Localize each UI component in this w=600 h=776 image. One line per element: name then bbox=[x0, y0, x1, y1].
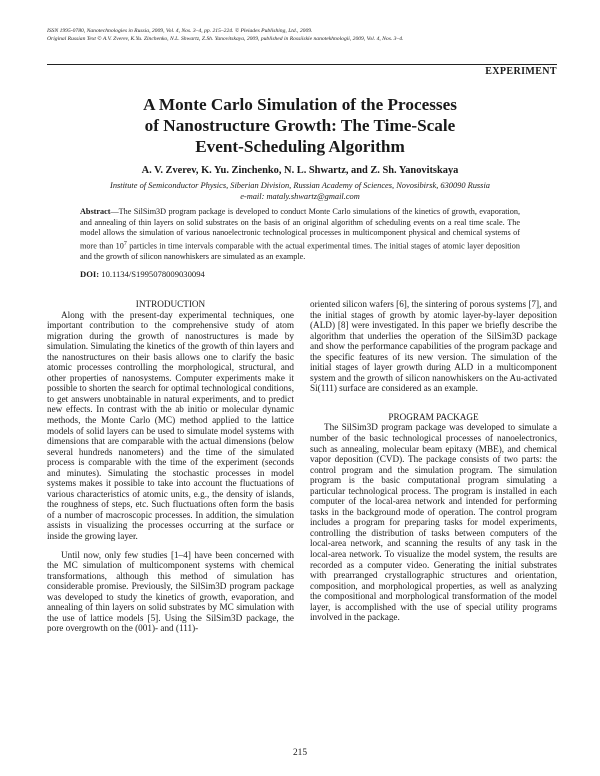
author-email[interactable]: e-mail: mataly.shwartz@gmail.com bbox=[240, 192, 360, 201]
abstract-text-end: particles in time intervals comparable with the actual experimental times. The initial stages of atomic layer deposition and the growth of silicon nanowhiskers are simulated as an example. bbox=[80, 241, 520, 262]
paper-title bbox=[40, 94, 560, 157]
doi-value[interactable]: 10.1134/S1995078009030094 bbox=[101, 269, 205, 279]
journal-header-line-1: ISSN 1995-0780, Nanotechnologies in Russia, 2009, Vol. 4, Nos. 3–4, pp. 215–224. © Pleiades Publishing, Ltd., 2009. bbox=[47, 28, 313, 34]
intro-paragraph-1: Along with the present-day experimental techniques, one important contribution to the comprehensive study of atom migration during the growth of nanostructures is made by simulation. Simulating the kinetics of the growth of thin layers and the nanostructures on their basis allows one to clarify the basic atomic processes controlling the morphological, structural, and other properties of nanosystems. Computer experiments make it possible to shorten the search for optimal technological conditions, to get answers unobtainable in natural experiments, and to predict new effects. In contrast with the ab initio or molecular dynamic methods, the Monte Carlo (MC) method applied to the lattice models of solid layers can be used to simulate model systems with dimensions that are comparable with the actual dimensions (below several hundreds nanometers) and the time of the simulated process is comparable with the time of the experiment (seconds and minutes). Simulating the stochastic processes in model systems makes it possible to take into account the fluctuations of various characteristics of atomic units, e.g., the density of islands, the roughness of steps, etc. Such fluctuations often form the basis of a number of macroscopic processes. In addition, the simulation assists in visualizing the processes occurring at the surface or inside the growing layer. bbox=[47, 309, 294, 542]
journal-header bbox=[47, 27, 567, 43]
section-label: EXPERIMENT bbox=[485, 66, 557, 77]
affiliation bbox=[40, 180, 560, 202]
section-rule bbox=[47, 64, 557, 65]
abstract-text-start: —The SilSim3D program package is developed to conduct Monte Carlo simulations of the kinetics of growth, evaporation, and annealing of thin layers on solid substrates on the basis of an original algorithm of scheduling events on a real time scale. The model allows the simulation of various nanoelectronic technological processes in multicomponent physical and chemical systems of more than 10 bbox=[80, 207, 520, 251]
page-number: 215 bbox=[292, 748, 308, 758]
title-line-3: Event-Scheduling Algorithm bbox=[195, 137, 405, 156]
introduction-heading: INTRODUCTION bbox=[135, 299, 206, 309]
affiliation-line: Institute of Semiconductor Physics, Siberian Division, Russian Academy of Sciences, Novosibirsk, 630090 Russia bbox=[110, 181, 490, 190]
section-bar bbox=[47, 64, 557, 77]
journal-header-line-2: Original Russian Text © A.V. Zverev, K.Yu. Zinchenko, N.L. Shwartz, Z.Sh. Yanovitskaya, 2009, published in Rossiiskie nanotekhnologii, 2009, Vol. 4, Nos. 3–4. bbox=[47, 36, 404, 42]
program-package-heading: PROGRAM PACKAGE bbox=[388, 411, 479, 422]
title-line-2: of Nanostructure Growth: The Time-Scale bbox=[144, 116, 456, 135]
right-column bbox=[310, 299, 557, 623]
doi bbox=[80, 269, 205, 279]
abstract-label: Abstract bbox=[80, 207, 111, 216]
abstract-exponent: 7 bbox=[123, 240, 127, 247]
doi-label: DOI: bbox=[80, 269, 100, 279]
program-package-paragraph: The SilSim3D program package was developed to simulate a number of the basic technological processes of nanoelectronics, such as annealing, molecular beam epitaxy (MBE), and chemical vapor deposition (CVD). The package consists of two parts: the control program and the simulation program. The simulation program is the basic computational program simulating a particular technological process. The program is installed in each computer of the local-area network and intended for performing tasks in the background mode of operation. The control program includes a program for preparing tasks for model experiments, controlling the distribution of tasks between computers of the local-area network, and scanning the results of any task in the local-area network. To visualize the model system, the results are recorded as a computer video. Generating the initial substrates with prearranged crystallographic structures and orientation, composition, and morphological properties, as well as analyzing the compositional and morphological transformation of the model layer, is accomplished with the use of special utility programs involved in the package. bbox=[310, 422, 557, 623]
title-line-1: A Monte Carlo Simulation of the Processes bbox=[143, 95, 457, 114]
intro-paragraph-2: Until now, only few studies [1–4] have been concerned with the MC simulation of multicomponent systems with chemical transformations, although this method of simulation has considerable promise. Previously, the SilSim3D program package was developed to study the kinetics of growth, evaporation, and annealing of thin layers on solid substrates by MC simulation with the use of lattice models [5]. Using the SilSim3D package, the pore overgrowth on the (001)- and (111)- bbox=[47, 549, 294, 634]
abstract bbox=[80, 207, 520, 263]
authors: A. V. Zverev, K. Yu. Zinchenko, N. L. Shwartz, and Z. Sh. Yanovitskaya bbox=[141, 165, 459, 176]
left-column bbox=[47, 299, 294, 634]
intro-paragraph-continued: oriented silicon wafers [6], the sintering of porous systems [7], and the initial stages of growth by atomic layer-by-layer deposition (ALD) [8] were investigated. In this paper we briefly describe the algorithm that underlies the operation of the SilSim3D package and show the performance capabilities of the program package and the specific features of its new version. The simulation of the initial stages of layer growth during ALD in a multicomponent system and the growth of silicon nanowhiskers on the Au-activated Si(111) surface are considered as an example. bbox=[310, 299, 557, 394]
